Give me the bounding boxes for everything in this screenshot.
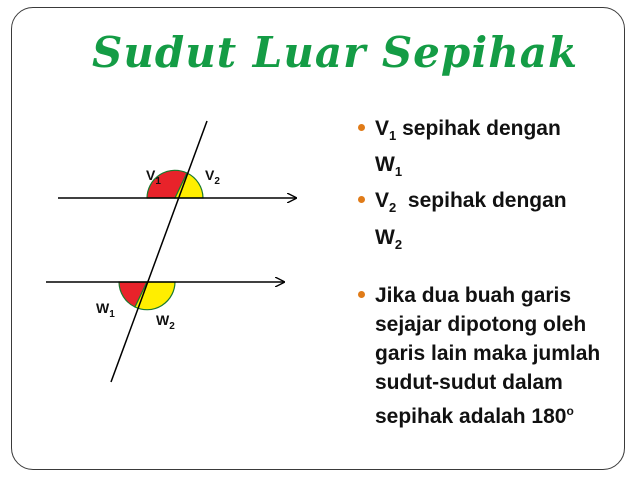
- bullet-item: $V_2$ sepihak dengan $W_2$: [356, 186, 618, 258]
- bullet-item: $V_1$ sepihak dengan $W_1$: [356, 114, 618, 186]
- bullet-list: [356, 114, 618, 431]
- transversal-line: [111, 121, 207, 382]
- bullet-dot-icon: [358, 124, 365, 131]
- bullet-dot-icon: [358, 196, 365, 203]
- bullet-dot-icon: [358, 291, 365, 298]
- bullet-item: Jika dua buah garis sejajar dipotong oleh garis lain maka jumlah sudut-sudut dalam sepihak adalah 180$^o$: [356, 281, 618, 431]
- label-v2: $V_2$: [205, 167, 220, 187]
- slide-title: Sudut Luar Sepihak: [92, 28, 579, 77]
- label-w1: $W_1$: [96, 300, 115, 320]
- label-v1: $V_1$: [146, 167, 161, 187]
- label-w2: $W_2$: [156, 312, 175, 332]
